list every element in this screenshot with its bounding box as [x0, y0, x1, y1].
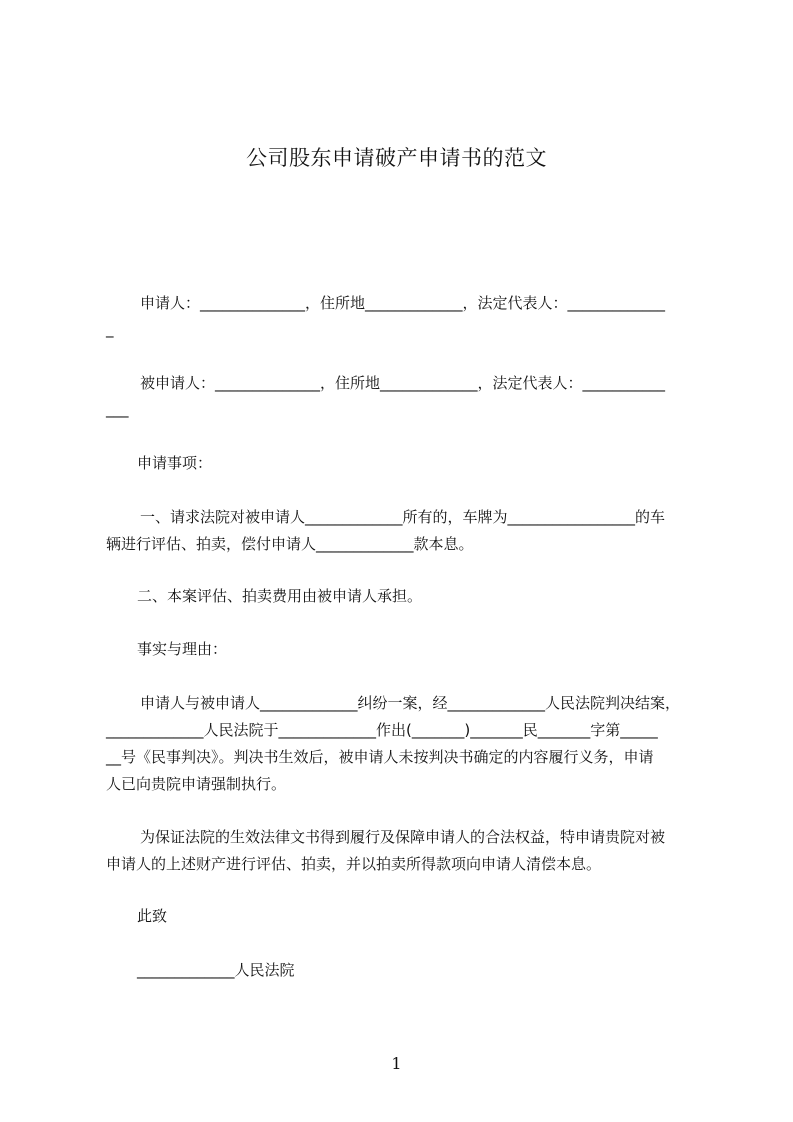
facts-line-4: 人已向贵院申请强制执行。	[106, 775, 287, 793]
facts-heading: 事实与理由：	[137, 640, 228, 658]
claim-2: 二、本案评估、拍卖费用由被申请人承担。	[137, 587, 423, 605]
claim-1-line-1: 一、请求法院对被申请人_____________所有的，车牌为_________________的车	[140, 508, 666, 526]
facts-line-2: _____________人民法院于_____________作出(_______)_______民_______字第_____	[106, 721, 658, 739]
court-addressee: _____________人民法院	[137, 961, 295, 979]
respondent-line: 被申请人：______________，住所地_____________，法定代表人：___________	[140, 374, 666, 392]
claims-heading: 申请事项：	[137, 454, 213, 472]
page-number: 1	[391, 1054, 402, 1073]
salutation: 此致	[137, 907, 168, 925]
facts-line-3: __号《民事判决》。判决书生效后，被申请人未按判决书确定的内容履行义务，申请	[106, 748, 654, 766]
document-title: 公司股东申请破产申请书的范文	[246, 146, 547, 170]
reason-line-2: 申请人的上述财产进行评估、拍卖，并以拍卖所得款项向申请人清偿本息。	[106, 855, 602, 873]
respondent-line-wrap: ___	[106, 400, 129, 418]
applicant-line: 申请人：______________，住所地_____________，法定代表人：_____________	[140, 294, 666, 312]
claim-1-line-2: 辆进行评估、拍卖，偿付申请人_____________款本息。	[106, 535, 474, 553]
applicant-line-wrap: _	[106, 320, 114, 338]
reason-line-1: 为保证法院的生效法律文书得到履行及保障申请人的合法权益，特申请贵院对被	[140, 828, 666, 846]
facts-line-1: 申请人与被申请人_____________纠纷一案，经_____________人民法院判决结案，	[140, 694, 681, 712]
